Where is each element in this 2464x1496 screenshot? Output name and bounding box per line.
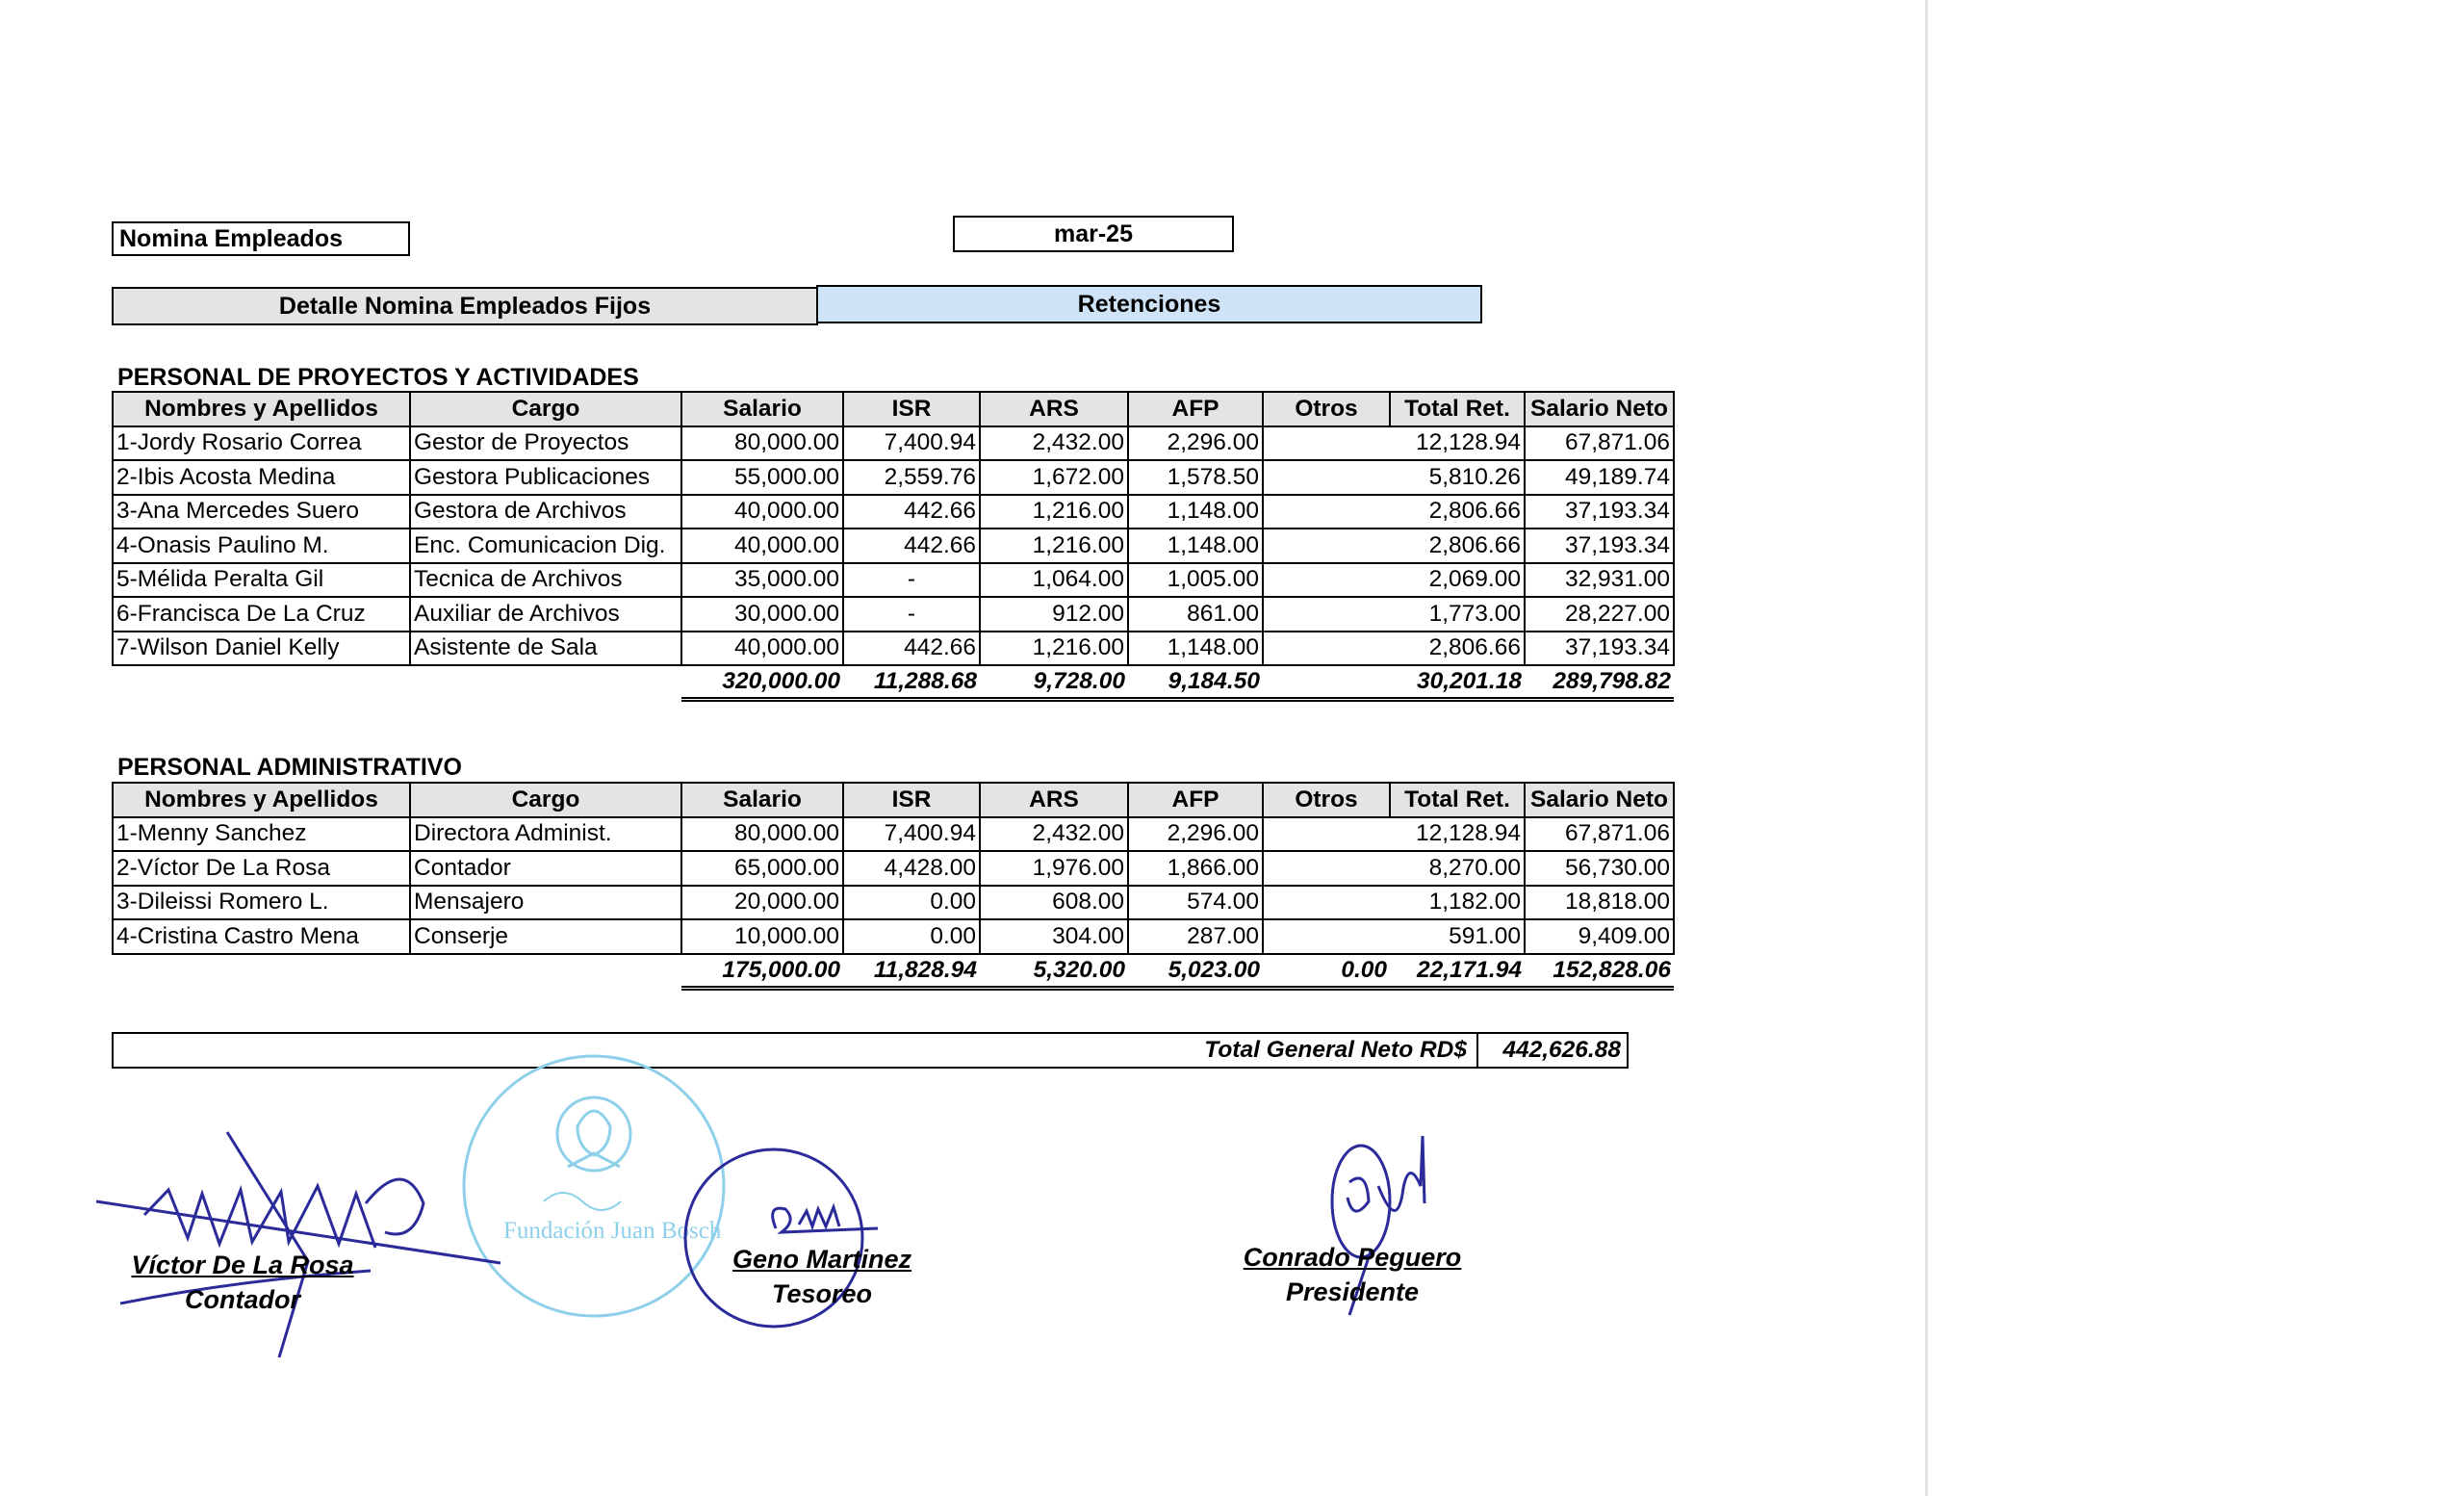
cell-salary: 40,000.00: [681, 529, 843, 563]
cell-role: Asistente de Sala: [410, 632, 681, 666]
total-ars: 5,320.00: [980, 954, 1128, 989]
cell-ars: 1,216.00: [980, 495, 1128, 529]
cell-role: Enc. Comunicacion Dig.: [410, 529, 681, 563]
cell-isr: 2,559.76: [843, 460, 980, 495]
column-header-name: Nombres y Apellidos: [113, 392, 410, 426]
cell-role: Auxiliar de Archivos: [410, 597, 681, 632]
cell-net: 67,871.06: [1525, 426, 1674, 461]
cell-total-ret: 12,128.94: [1390, 426, 1525, 461]
cell-afp: 574.00: [1128, 886, 1263, 920]
cell-total-ret: 12,128.94: [1390, 817, 1525, 852]
cell-ars: 2,432.00: [980, 817, 1128, 852]
cell-name: 3-Ana Mercedes Suero: [113, 495, 410, 529]
cell-total-ret: 1,182.00: [1390, 886, 1525, 920]
cell-afp: 1,148.00: [1128, 529, 1263, 563]
cell-net: 49,189.74: [1525, 460, 1674, 495]
cell-role: Directora Administ.: [410, 817, 681, 852]
signature-title-tesorero: Tesoreo: [771, 1279, 873, 1308]
signature-contador: [89, 1248, 397, 1317]
cell-role: Tecnica de Archivos: [410, 563, 681, 598]
cell-isr: 0.00: [843, 919, 980, 954]
cell-total-ret: 2,806.66: [1390, 495, 1525, 529]
cell-ars: 912.00: [980, 597, 1128, 632]
cell-salary: 10,000.00: [681, 919, 843, 954]
column-header-ars: ARS: [980, 392, 1128, 426]
cell-ars: 1,672.00: [980, 460, 1128, 495]
column-header-afp: AFP: [1128, 783, 1263, 817]
column-header-salary: Salario: [681, 392, 843, 426]
column-header-net: Salario Neto: [1525, 783, 1674, 817]
cell-name: 6-Francisca De La Cruz: [113, 597, 410, 632]
signature-name-contador: Víctor De La Rosa: [131, 1251, 354, 1279]
signature-scribble-contador: [96, 1132, 500, 1357]
column-header-total-ret: Total Ret.: [1390, 783, 1525, 817]
cell-net: 9,409.00: [1525, 919, 1674, 954]
stamp-text: Fundación Juan Bosch: [503, 1218, 722, 1244]
cell-name: 7-Wilson Daniel Kelly: [113, 632, 410, 666]
cell-total-ret: 1,773.00: [1390, 597, 1525, 632]
total-isr: 11,288.68: [843, 665, 980, 700]
column-header-isr: ISR: [843, 783, 980, 817]
section-title-projects: PERSONAL DE PROYECTOS Y ACTIVIDADES: [117, 364, 639, 391]
retentions-header: Retenciones: [816, 285, 1482, 323]
total-isr: 11,828.94: [843, 954, 980, 989]
cell-salary: 30,000.00: [681, 597, 843, 632]
payroll-period: mar-25: [953, 216, 1234, 252]
column-header-name: Nombres y Apellidos: [113, 783, 410, 817]
cell-total-ret: 2,806.66: [1390, 529, 1525, 563]
cell-total-ret: 591.00: [1390, 919, 1525, 954]
cell-role: Gestor de Proyectos: [410, 426, 681, 461]
cell-name: 1-Jordy Rosario Correa: [113, 426, 410, 461]
cell-afp: 1,148.00: [1128, 495, 1263, 529]
column-header-isr: ISR: [843, 392, 980, 426]
column-header-role: Cargo: [410, 392, 681, 426]
cell-isr: 442.66: [843, 632, 980, 666]
cell-role: Contador: [410, 851, 681, 886]
total-ars: 9,728.00: [980, 665, 1128, 700]
cell-ars: 2,432.00: [980, 426, 1128, 461]
total-total-ret: 30,201.18: [1390, 665, 1525, 700]
column-header-total-ret: Total Ret.: [1390, 392, 1525, 426]
cell-net: 37,193.34: [1525, 632, 1674, 666]
column-header-otros: Otros: [1263, 392, 1390, 426]
cell-name: 4-Cristina Castro Mena: [113, 919, 410, 954]
cell-afp: 287.00: [1128, 919, 1263, 954]
cell-isr: -: [843, 597, 980, 632]
column-header-salary: Salario: [681, 783, 843, 817]
total-net: 289,798.82: [1525, 665, 1674, 700]
cell-isr: 4,428.00: [843, 851, 980, 886]
cell-afp: 861.00: [1128, 597, 1263, 632]
signature-title-presidente: Presidente: [1285, 1277, 1420, 1306]
cell-isr: 442.66: [843, 529, 980, 563]
cell-isr: 7,400.94: [843, 817, 980, 852]
column-header-role: Cargo: [410, 783, 681, 817]
cell-net: 56,730.00: [1525, 851, 1674, 886]
signature-name-tesorero: Geno Martinez: [732, 1245, 912, 1274]
total-salary: 320,000.00: [681, 665, 843, 700]
column-header-net: Salario Neto: [1525, 392, 1674, 426]
cell-afp: 1,866.00: [1128, 851, 1263, 886]
cell-salary: 40,000.00: [681, 495, 843, 529]
column-header-ars: ARS: [980, 783, 1128, 817]
cell-afp: 1,148.00: [1128, 632, 1263, 666]
cell-afp: 1,005.00: [1128, 563, 1263, 598]
cell-name: 1-Menny Sanchez: [113, 817, 410, 852]
cell-ars: 608.00: [980, 886, 1128, 920]
cell-ars: 1,216.00: [980, 529, 1128, 563]
cell-name: 3-Dileissi Romero L.: [113, 886, 410, 920]
cell-salary: 40,000.00: [681, 632, 843, 666]
cell-isr: 442.66: [843, 495, 980, 529]
cell-net: 67,871.06: [1525, 817, 1674, 852]
column-header-afp: AFP: [1128, 392, 1263, 426]
grand-total-value: 442,626.88: [1476, 1034, 1627, 1067]
cell-ars: 304.00: [980, 919, 1128, 954]
signature-tesorero: [678, 1242, 966, 1311]
section-title-admin: PERSONAL ADMINISTRATIVO: [117, 754, 462, 781]
column-header-otros: Otros: [1263, 783, 1390, 817]
cell-afp: 2,296.00: [1128, 426, 1263, 461]
total-net: 152,828.06: [1525, 954, 1674, 989]
cell-role: Mensajero: [410, 886, 681, 920]
cell-salary: 35,000.00: [681, 563, 843, 598]
cell-isr: 0.00: [843, 886, 980, 920]
cell-net: 28,227.00: [1525, 597, 1674, 632]
cell-salary: 80,000.00: [681, 817, 843, 852]
cell-role: Conserje: [410, 919, 681, 954]
cell-name: 2-Ibis Acosta Medina: [113, 460, 410, 495]
cell-afp: 2,296.00: [1128, 817, 1263, 852]
cell-name: 2-Víctor De La Rosa: [113, 851, 410, 886]
cell-role: Gestora Publicaciones: [410, 460, 681, 495]
signature-name-presidente: Conrado Peguero: [1243, 1243, 1462, 1272]
cell-salary: 55,000.00: [681, 460, 843, 495]
payroll-title: Nomina Empleados: [112, 221, 410, 256]
cell-total-ret: 8,270.00: [1390, 851, 1525, 886]
signature-title-contador: Contador: [185, 1285, 300, 1314]
cell-afp: 1,578.50: [1128, 460, 1263, 495]
cell-name: 5-Mélida Peralta Gil: [113, 563, 410, 598]
signature-presidente: [1203, 1240, 1502, 1309]
cell-salary: 65,000.00: [681, 851, 843, 886]
total-otros: 0.00: [1263, 954, 1390, 989]
total-total-ret: 22,171.94: [1390, 954, 1525, 989]
cell-total-ret: 5,810.26: [1390, 460, 1525, 495]
cell-net: 32,931.00: [1525, 563, 1674, 598]
cell-total-ret: 2,069.00: [1390, 563, 1525, 598]
total-afp: 9,184.50: [1128, 665, 1263, 700]
cell-net: 37,193.34: [1525, 529, 1674, 563]
cell-isr: -: [843, 563, 980, 598]
cell-total-ret: 2,806.66: [1390, 632, 1525, 666]
cell-ars: 1,216.00: [980, 632, 1128, 666]
cell-ars: 1,976.00: [980, 851, 1128, 886]
total-salary: 175,000.00: [681, 954, 843, 989]
cell-net: 37,193.34: [1525, 495, 1674, 529]
total-afp: 5,023.00: [1128, 954, 1263, 989]
cell-salary: 80,000.00: [681, 426, 843, 461]
cell-role: Gestora de Archivos: [410, 495, 681, 529]
detail-header: Detalle Nomina Empleados Fijos: [112, 287, 818, 325]
cell-isr: 7,400.94: [843, 426, 980, 461]
cell-salary: 20,000.00: [681, 886, 843, 920]
grand-total-label: Total General Neto RD$: [1204, 1037, 1467, 1063]
cell-net: 18,818.00: [1525, 886, 1674, 920]
cell-ars: 1,064.00: [980, 563, 1128, 598]
cell-name: 4-Onasis Paulino M.: [113, 529, 410, 563]
